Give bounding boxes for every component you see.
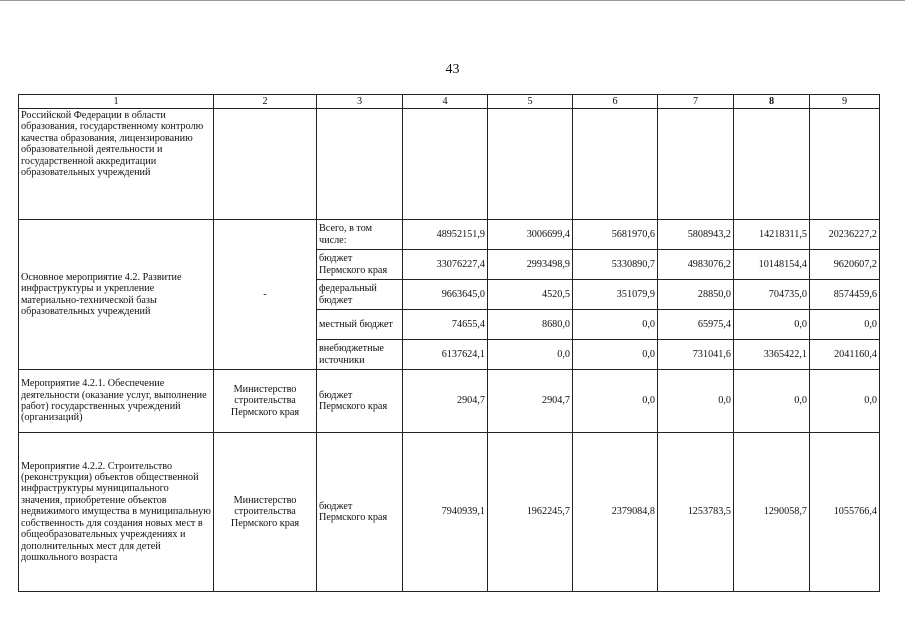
value-cell: 7940939,1 xyxy=(403,433,488,592)
value-cell: 5808943,2 xyxy=(658,220,734,250)
empty-cell xyxy=(214,109,317,220)
source-label: внебюджетные источники xyxy=(317,340,403,370)
value-cell: 731041,6 xyxy=(658,340,734,370)
value-cell: 1962245,7 xyxy=(488,433,573,592)
value-cell: 14218311,5 xyxy=(734,220,810,250)
value-cell: 0,0 xyxy=(810,310,880,340)
value-cell: 2993498,9 xyxy=(488,250,573,280)
scan-top-edge xyxy=(0,0,905,1)
activity-4-2-executor: - xyxy=(214,220,317,370)
activity-4-2-title: Основное мероприятие 4.2. Развитие инфраструктуры и укрепление материально-технической базы образовательных учреждений xyxy=(19,220,214,370)
activity-4-2-1-row xyxy=(19,370,880,433)
header-cell-7: 7 xyxy=(658,95,734,109)
value-cell: 4983076,2 xyxy=(658,250,734,280)
value-cell: 9620607,2 xyxy=(810,250,880,280)
empty-cell xyxy=(810,109,880,220)
header-row xyxy=(19,95,880,109)
activity-4-2-1-title: Мероприятие 4.2.1. Обеспечение деятельности (оказание услуг, выполнение работ) государственных учреждений (организаций) xyxy=(19,370,214,433)
empty-cell xyxy=(403,109,488,220)
source-label: бюджет Пермского края xyxy=(317,433,403,592)
empty-cell xyxy=(488,109,573,220)
header-cell-1: 1 xyxy=(19,95,214,109)
value-cell: 33076227,4 xyxy=(403,250,488,280)
header-cell-8: 8 xyxy=(734,95,810,109)
value-cell: 6137624,1 xyxy=(403,340,488,370)
value-cell: 74655,4 xyxy=(403,310,488,340)
value-cell: 0,0 xyxy=(734,310,810,340)
value-cell: 28850,0 xyxy=(658,280,734,310)
continuation-text: Российской Федерации в области образования, государственному контролю качества образования, лицензированию образовательной деятельности и государственной аккредитации образовательных учреждений xyxy=(19,109,214,220)
value-cell: 2904,7 xyxy=(403,370,488,433)
activity-4-2-total-row xyxy=(19,220,880,250)
empty-cell xyxy=(317,109,403,220)
value-cell: 1253783,5 xyxy=(658,433,734,592)
header-cell-3: 3 xyxy=(317,95,403,109)
value-cell: 65975,4 xyxy=(658,310,734,340)
empty-cell xyxy=(658,109,734,220)
value-cell: 8574459,6 xyxy=(810,280,880,310)
activity-4-2-2-title: Мероприятие 4.2.2. Строительство (реконструкция) объектов общественной инфраструктуры муниципального значения, приобретение объектов недвижимого имущества в муниципальную собственность для создания новых мест в общеобразовательных учреждениях и дополнительных мест для детей дошкольного возраста xyxy=(19,433,214,592)
value-cell: 2041160,4 xyxy=(810,340,880,370)
value-cell: 48952151,9 xyxy=(403,220,488,250)
source-label: местный бюджет xyxy=(317,310,403,340)
value-cell: 1290058,7 xyxy=(734,433,810,592)
activity-4-2-2-executor: Министерство строительства Пермского края xyxy=(214,433,317,592)
header-cell-9: 9 xyxy=(810,95,880,109)
page-number: 43 xyxy=(445,62,460,77)
activity-4-2-1-executor: Министерство строительства Пермского края xyxy=(214,370,317,433)
source-label: Всего, в том числе: xyxy=(317,220,403,250)
value-cell: 0,0 xyxy=(573,340,658,370)
value-cell: 2379084,8 xyxy=(573,433,658,592)
header-cell-6: 6 xyxy=(573,95,658,109)
value-cell: 2904,7 xyxy=(488,370,573,433)
value-cell: 0,0 xyxy=(658,370,734,433)
value-cell: 9663645,0 xyxy=(403,280,488,310)
source-label: бюджет Пермского края xyxy=(317,250,403,280)
source-label: федеральный бюджет xyxy=(317,280,403,310)
value-cell: 20236227,2 xyxy=(810,220,880,250)
header-cell-4: 4 xyxy=(403,95,488,109)
header-cell-5: 5 xyxy=(488,95,573,109)
value-cell: 5330890,7 xyxy=(573,250,658,280)
source-label: бюджет Пермского края xyxy=(317,370,403,433)
value-cell: 1055766,4 xyxy=(810,433,880,592)
header-cell-2: 2 xyxy=(214,95,317,109)
value-cell: 4520,5 xyxy=(488,280,573,310)
value-cell: 704735,0 xyxy=(734,280,810,310)
value-cell: 8680,0 xyxy=(488,310,573,340)
value-cell: 3006699,4 xyxy=(488,220,573,250)
continuation-row xyxy=(19,109,880,220)
value-cell: 0,0 xyxy=(488,340,573,370)
value-cell: 0,0 xyxy=(573,370,658,433)
empty-cell xyxy=(573,109,658,220)
value-cell: 5681970,6 xyxy=(573,220,658,250)
budget-table xyxy=(18,94,880,592)
value-cell: 0,0 xyxy=(573,310,658,340)
value-cell: 0,0 xyxy=(810,370,880,433)
activity-4-2-2-row xyxy=(19,433,880,592)
value-cell: 10148154,4 xyxy=(734,250,810,280)
value-cell: 0,0 xyxy=(734,370,810,433)
value-cell: 351079,9 xyxy=(573,280,658,310)
value-cell: 3365422,1 xyxy=(734,340,810,370)
empty-cell xyxy=(734,109,810,220)
